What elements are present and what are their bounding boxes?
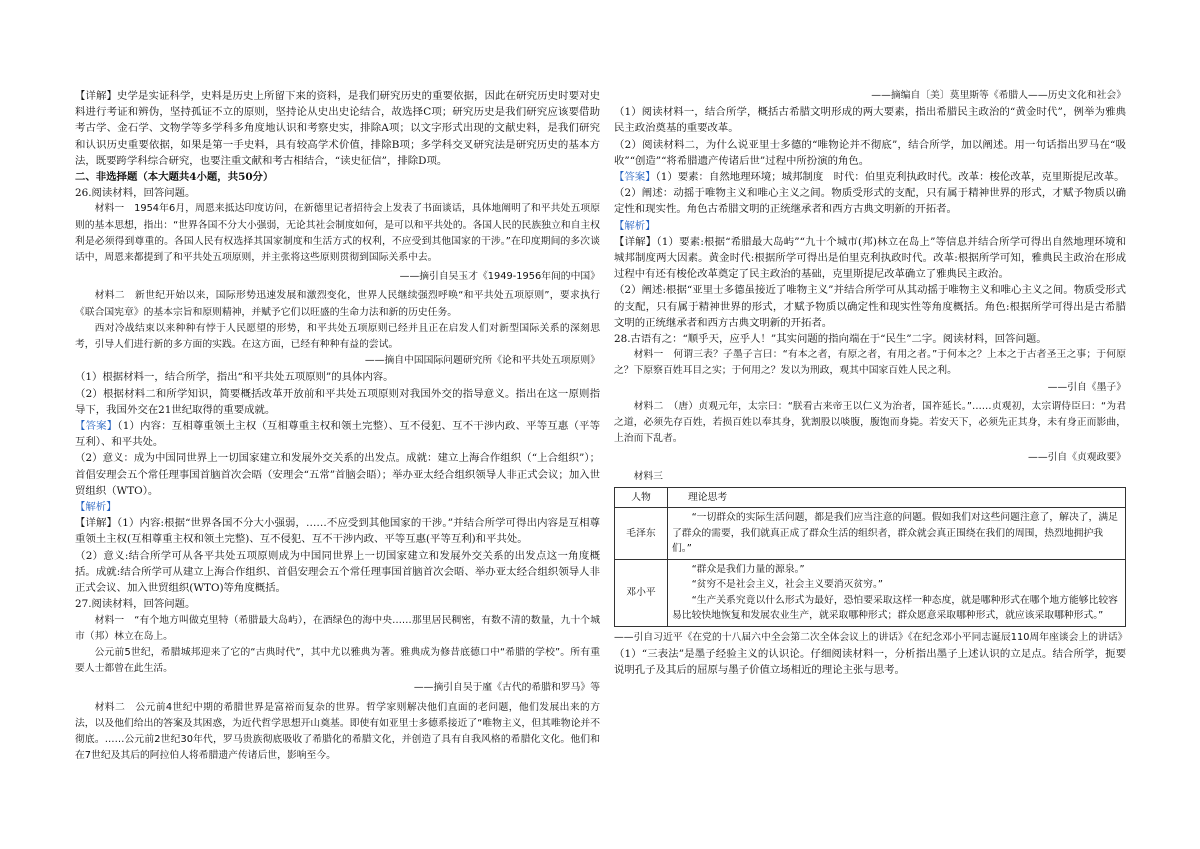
material-2-source: ——摘自中国国际问题研究所《论和平共处五项原则》 [364,355,600,367]
material-2: 材料二 新世纪开始以来，国际形势迅速发展和激烈变化，世界人民继续强烈呼唤“和平共处五项原则”，要求执行《联合国宪章》的基本宗旨和原则精神，并赋予它们以旺盛的生命力法和新的历史任务。 [75,290,600,318]
answer-label: 【答案】 [614,171,656,184]
q27-detail-1: 【详解】（1）要素:根据“希腊最大岛屿”“九十个城市(邦)林立在岛上”等信息并结合所学可得出自然地理环境和城邦制度两大因素。黄金时代:根据所学可得出是伯里克利执政时代。改革:根据所学可知，雅典民主政治在形成过程中有还有梭伦改革奠定了民主政治的基础，克里斯提尼改革确立了雅典民主政治。 [614,235,1126,281]
right-column [614,88,1126,678]
deng-quote-3: “生产关系究竟以什么形式为最好，恐怕要采取这样一种态度，就是哪种形式在哪个地方能够比较容易比较快地恢复和发展农业生产，就采取哪种形式；群众愿意采取哪种形式，就应该采取哪种形式。” [672,594,1118,622]
table-row [615,487,1126,508]
deng-quote-1: “群众是我们力量的源泉。” [691,563,805,575]
q27-detail-2: （2）阐述:根据“亚里士多德虽接近了唯物主义”并结合所学可从其动摇于唯物主义和唯心主义之间。物质受形式的支配，只有属于精神世界的形式，才赋予物质以确定性和现实性等角度概括。角色:根据所学可得出是古希腊文明的正统继承者和西方古典文明新的开拓者。 [614,284,1126,329]
greek-material-2-source: ——摘编自〔美〕莫里斯等《希腊人——历史文化和社会》 [871,90,1126,101]
left-column [75,88,600,764]
material-3-source: ——引自习近平《在党的十八届六中全会第二次全体会议上的讲话》《在纪念邓小平同志诞辰110周年座谈会上的讲话》 [614,631,1128,643]
greek-material-1-source: ——摘引自吴于廑《古代的希腊和罗马》等 [413,682,600,694]
question-26: 26.阅读材料，回答问题。 [75,187,196,200]
analysis-label: 【解析】 [75,501,117,514]
q27-sub-1: （1）阅读材料一，结合所学，概括古希腊文明形成的两大要素，指出希腊民主政治的“黄金时代”，例举为雅典民主政治奠基的重要改革。 [614,106,1126,135]
answer-1: 【答案】（1）内容：互相尊重领土主权（互相尊重主权和领土完整）、互不侵犯、互不干涉内政、平等互惠（平等互利）、和平共处。 [75,420,600,449]
detail-paragraph: 【详解】史学是实证科学，史料是历史上所留下来的资料，是我们研究历史的重要依据，因此在研究历史时要对史料进行考证和辨伪，坚持孤证不立的原则，坚持论从史出史论结合，故选择C项；研究历史是我们研究应该要借助考古学、金石学、文物学等多学科多角度地认识和考察史实，排除A项；以文字形式出现的文献史料，是我们研究和认识历史重要依据，如果是第一手史料，具有较高学术价值，排除B项；多学科交叉研究法是研究历史的基本方法，既要跨学科综合研究，也要注重文献和考古相结合，“读史征信”，排除D项。 [75,90,600,167]
analysis-label: 【解析】 [614,219,656,232]
greek-material-1: 材料一 “有个地方叫做克里特（希腊最大岛屿），在酒绿色的海中央……那里居民稠密，有数不清的数量，九十个城市（邦）林立在岛上。 [75,614,600,642]
table-row [615,559,1126,626]
mozi-material-1-source: ——引自《墨子》 [1047,381,1126,393]
q27-answer-2: （2）阐述：动摇于唯物主义和唯心主义之间。物质受形式的支配，只有属于精神世界的形式，才赋予物质以确定性和现实性。角色古希腊文明的正统继承者和西方古典文明新的开拓者。 [614,187,1126,216]
greek-material-2: 材料二 公元前4世纪中期的希腊世界是富裕而复杂的世界。哲学家则解决他们直面的老问题，他们发展出来的方法，以及他们给出的答案及其困惑，为近代哲学思想开山奠基。即使有如亚里士多德系接近了“唯物主义，但其唯物论并不彻底。……公元前2世纪30年代，罗马贵族彻底吸收了希腊化的希腊文化，并创造了具有自我风格的希腊化文化。他们和在7世纪及其后的阿拉伯人将希腊遗产传诸后世，影响至今。 [75,701,600,762]
mozi-material-1: 材料一 何谓三表？子墨子言曰：“有本之者，有原之者，有用之者。”于何本之？上本之于古者圣王之事；于何原之？下原察百姓耳目之实；于何用之？发以为刑政，观其中国家百姓人民之利。 [614,349,1126,377]
sub-question-2: （2）根据材料二和所学知识，简要概括改革开放前和平共处五项原则对我国外交的指导意义。指出在这一原则指导下，我国外交在21世纪取得的重要成就。 [75,387,600,416]
detail-2: （2）意义:结合所学可从各平共处五项原则成为中国同世界上一切国家建立和发展外交关系的出发点这一角度概括。成就:结合所学可从建立上海合作组织、首倡安理会五个常任理事国首脑首次会晤、举办亚太经合组织领导人非正式会议、加入世贸组织(WTO)等角度概括。 [75,549,600,595]
table-row [615,508,1126,560]
material-3-label: 材料三 [633,470,663,482]
sub-question-1: （1）根据材料一，结合所学，指出“和平共处五项原则”的具体内容。 [75,371,394,384]
table-header-person: 人物 [615,487,668,508]
greek-material-1b: 公元前5世纪，希腊城邦迎来了它的“古典时代”，其中尤以雅典为著。雅典成为修昔底德口中“希腊的学校”。所有重要人士都曾在此生活。 [75,646,600,675]
tang-material-2-source: ——引自《贞观政要》 [1028,452,1126,464]
material-3-table [614,487,1126,627]
section-heading: 二、非选择题（本大题共4小题，共50分） [75,171,274,184]
material-2b: 西对冷战结束以来种种有悖于人民愿望的形势，和平共处五项原则已经并且正在启发人们对新型国际关系的深刻思考，引导人们进行新的多方面的实践。在这方面，已经有种种有益的尝试。 [75,322,600,351]
question-28: 28.古语有之：“顺乎天，应乎人！”其实问题的指向端在于“民生”二字。阅读材料，回答问题。 [614,333,1047,346]
table-header-thought: 理论思考 [668,487,1126,508]
detail-1: 【详解】（1）内容:根据“世界各国不分大小强弱，……不应受到其他国家的干涉。”并结合所学可得出内容是互相尊重领土主权(互相尊重主权和领土完整)、互不侵犯、互不干涉内政、平等互惠(平等互利)和平共处。 [75,517,600,546]
mao-quote: “一切群众的实际生活问题，都是我们应当注意的问题。假如我们对这些问题注意了，解决了，满足了群众的需要，我们就真正成了群众生活的组织者，群众就会真正围绕在我们的周围，热烈地拥护我们。” [668,508,1126,560]
material-1: 材料一 1954年6月，周恩来抵达印度访问，在新德里记者招待会上发表了书面谈话，具体地阐明了和平共处五项原则的基本思想，指出：“世界各国不分大小强弱，无论其社会制度如何，是可以和平共处的。各国人民的民族独立和自主权利是必须得到尊重的。各国人民有权选择其国家制度和生活方式的权利，不应受到其他国家的干涉。”在印度期间的多次谈话中，周恩来都提到了和平共处五项原则，并主张将这些原则贯彻到国际关系中去。 [75,203,600,264]
tang-material-2: 材料二 （唐）贞观元年，太宗曰：“朕看古来帝王以仁义为治者，国祚延长。”……贞观初，太宗谓侍臣曰：“为君之道，必须先存百姓，若损百姓以奉其身，犹割股以啖腹，腹饱而身毙。若安天下，必须先正其身，未有身正而影曲，上治而下乱者。 [614,400,1126,445]
question-27: 27.阅读材料，回答问题。 [75,598,196,611]
q28-sub-1: （1）“三表法”是墨子经验主义的认识论。仔细阅读材料一，分析指出墨子上述认识的立足点。结合所学，扼要说明孔子及其后的屈原与墨子价值立场相近的理论主张与思考。 [614,648,1126,677]
answer-label: 【答案】 [75,420,118,433]
answer-2: （2）意义：成为中国同世界上一切国家建立和发展外交关系的出发点。成就：建立上海合作组织（“上合组织”）；首倡安理会五个常任理事国首脑首次会晤（安理会“五常”首脑会晤）；举办亚太经合组织领导人非正式会议；加入世贸组织（WTO）。 [75,452,600,497]
person-mao: 毛泽东 [615,508,668,560]
q27-sub-2: （2）阅读材料二，为什么说亚里士多德的“唯物论并不彻底”，结合所学，加以阐述。用一句话指出罗马在“吸收”“创造”“将希腊遗产传诸后世”过程中所扮演的角色。 [614,138,1126,167]
material-1-source: ——摘引自吴玉才《1949-1956年间的中国》 [399,271,600,283]
deng-quote-2: “贫穷不是社会主义，社会主义要消灭贫穷。” [691,579,883,591]
deng-quotes [668,559,1126,626]
q27-answer-1: 【答案】（1）要素：自然地理环境；城邦制度 时代：伯里克利执政时代。改革：梭伦改革，克里斯提尼改革。 [614,171,1125,184]
person-deng: 邓小平 [615,559,668,626]
